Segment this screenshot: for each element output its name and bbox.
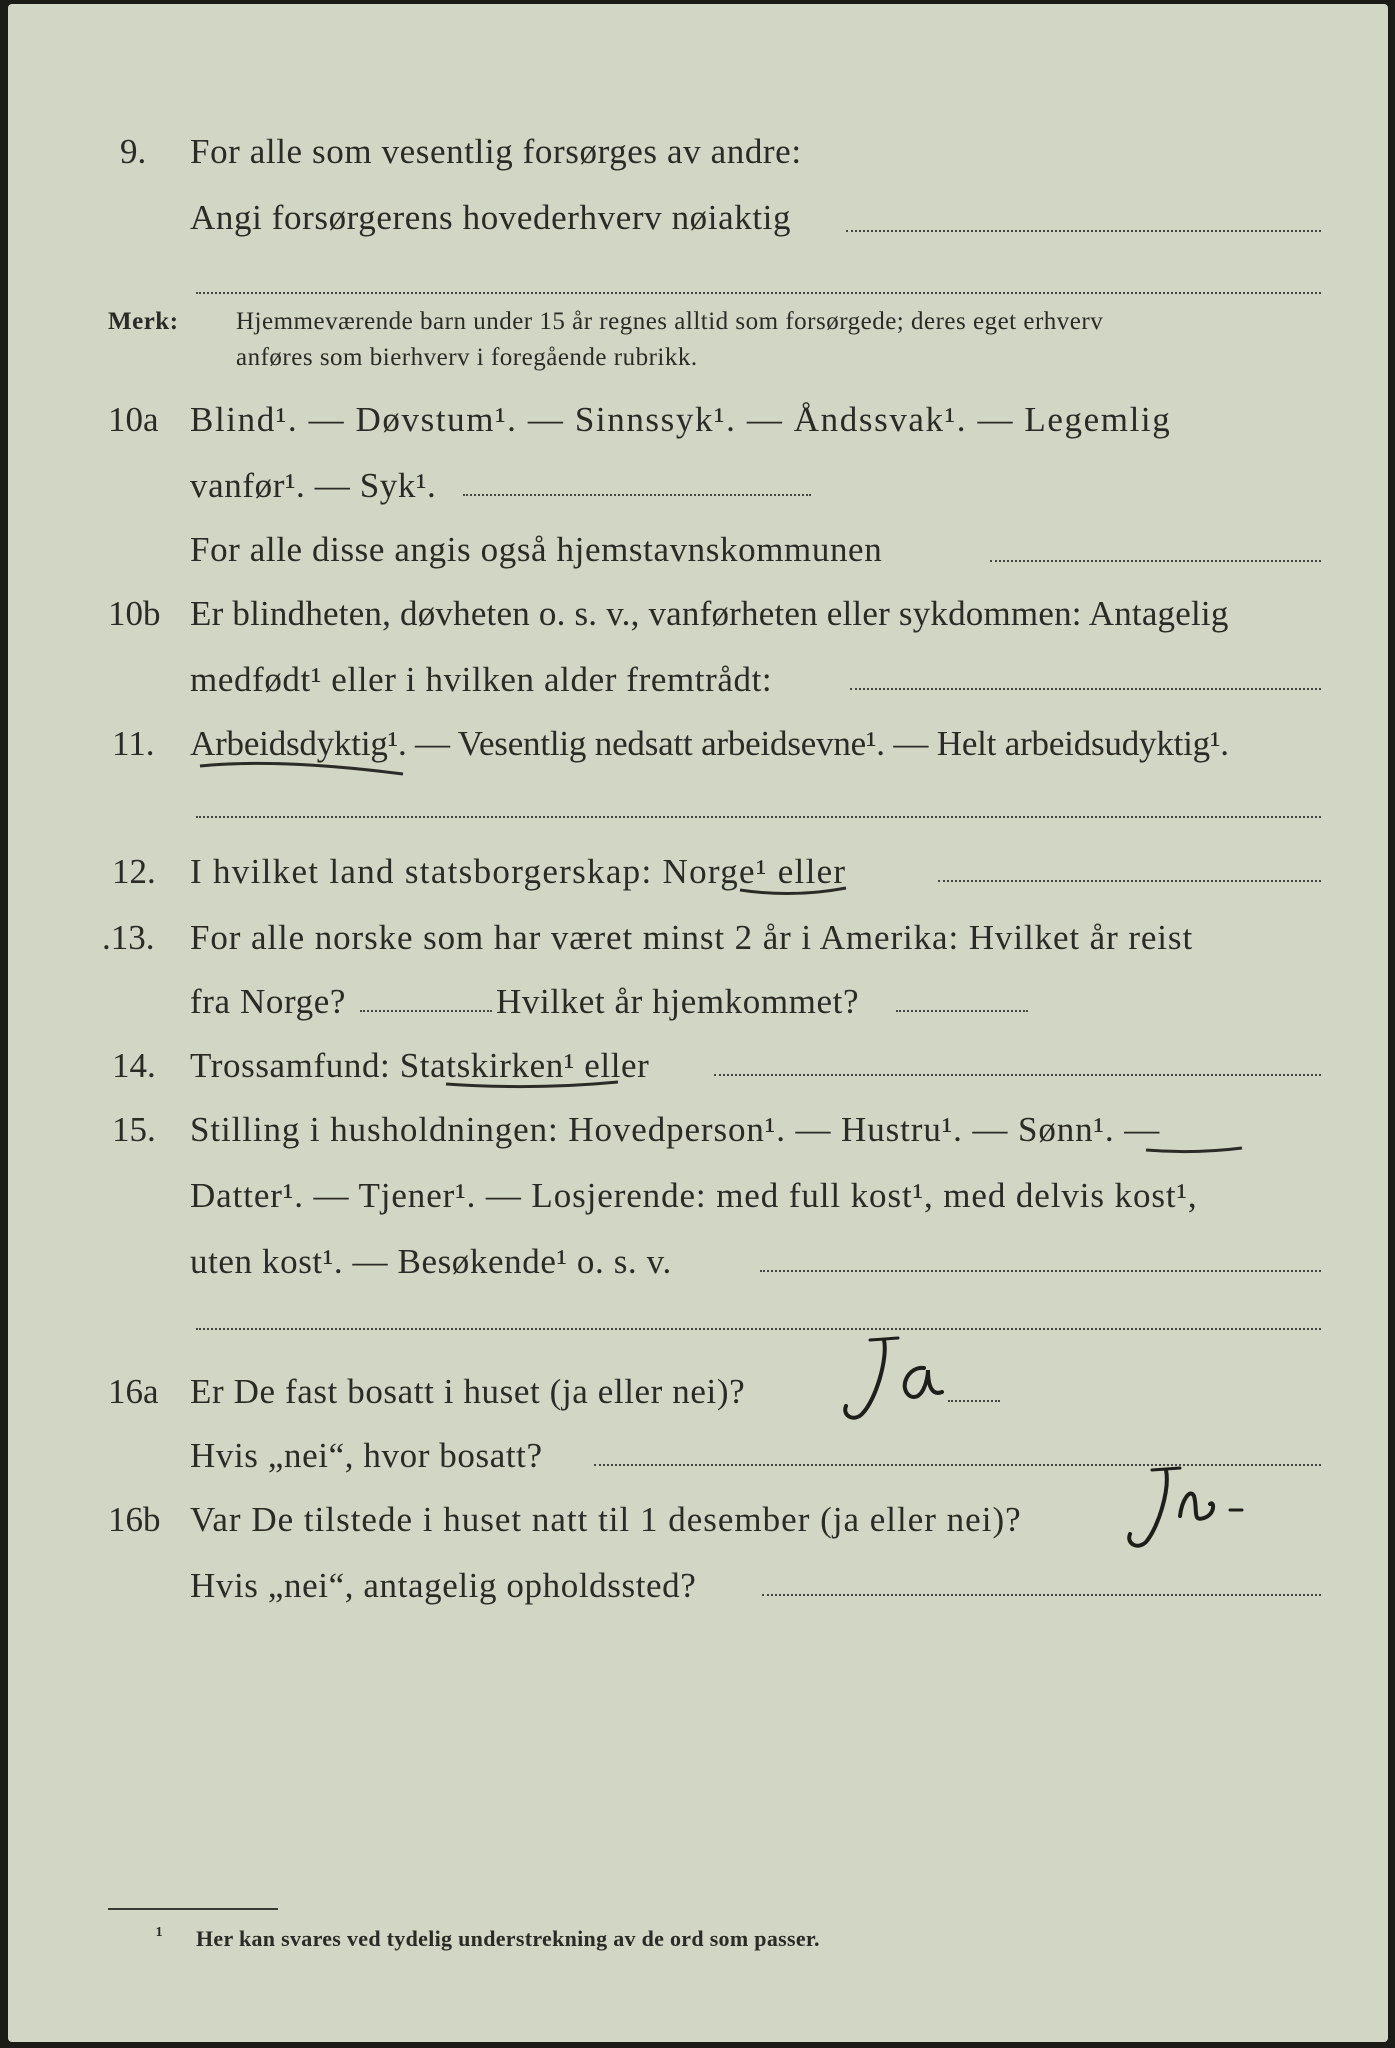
q16b-handwritten-answer <box>1118 1460 1258 1554</box>
q10b-answer-field[interactable] <box>850 688 1321 690</box>
q13-line1: For alle norske som har været minst 2 år i Amerika: Hvilket år reist <box>190 918 1194 957</box>
q16a-line1: Er De fast bosatt i huset (ja eller nei)? <box>190 1372 746 1411</box>
q16a-handwritten-answer <box>832 1330 972 1424</box>
q10b-line2: medfødt¹ eller i hvilken alder fremtrådt: <box>190 660 773 699</box>
footnote-text: Her kan svares ved tydelig understrekning av de ord som passer. <box>196 1926 820 1951</box>
q15-answer-field[interactable] <box>760 1270 1321 1272</box>
q13-hjemkommet-field[interactable] <box>896 1010 1028 1012</box>
q15-line1: Stilling i husholdningen: Hovedperson¹. — Hustru¹. — Sønn¹. — <box>190 1110 1161 1149</box>
q12-answer-field[interactable] <box>938 880 1321 882</box>
q15-line2: Datter¹. — Tjener¹. — Losjerende: med full kost¹, med delvis kost¹, <box>190 1176 1198 1215</box>
q16a-answer-field[interactable] <box>948 1400 1000 1402</box>
q9-line2: Angi forsørgerens hovederhverv nøiaktig <box>190 198 792 237</box>
q10a-line2: vanfør¹. — Syk¹. <box>190 466 437 505</box>
census-form-page <box>8 4 1388 2042</box>
merk-label: Merk: <box>108 308 179 335</box>
norge-underline <box>738 882 848 908</box>
sonn-underline <box>1144 1142 1244 1162</box>
q14-line1: Trossamfund: Statskirken¹ eller <box>190 1046 650 1085</box>
q16b-line2: Hvis „nei“, antagelig opholdssted? <box>190 1566 697 1605</box>
footnote-divider <box>108 1908 278 1910</box>
q9-line1: For alle som vesentlig forsørges av andre: <box>190 132 802 171</box>
merk-line2: anføres som bierhverv i foregående rubrikk. <box>236 344 698 371</box>
q9-number: 9. <box>120 132 147 171</box>
arbeidsdyktig-underline <box>198 756 408 780</box>
q11-number: 11. <box>112 724 155 763</box>
q12-number: 12. <box>112 852 156 891</box>
footnote-mark: ¹ <box>156 1922 163 1947</box>
q13-reist-field[interactable] <box>360 1010 492 1012</box>
q13-line2b: Hvilket år hjemkommet? <box>496 982 860 1021</box>
q10a-line1: Blind¹. — Døvstum¹. — Sinnssyk¹. — Åndssvak¹. — Legemlig <box>190 400 1172 439</box>
q10a-number: 10a <box>108 400 159 439</box>
q11-answer-line[interactable] <box>196 816 1321 818</box>
statskirken-underline <box>444 1076 620 1098</box>
q10a-hjemstavn-field[interactable] <box>990 560 1321 562</box>
q16a-line2: Hvis „nei“, hvor bosatt? <box>190 1436 543 1475</box>
q9-answer-line[interactable] <box>196 292 1321 294</box>
q16a-number: 16a <box>108 1372 159 1411</box>
q15-answer-line[interactable] <box>196 1328 1321 1330</box>
q10a-line3: For alle disse angis også hjemstavnskommunen <box>190 530 883 569</box>
q14-number: 14. <box>112 1046 156 1085</box>
merk-line1: Hjemmeværende barn under 15 år regnes alltid som forsørgede; deres eget erhverv <box>236 308 1104 335</box>
q9-answer-field[interactable] <box>846 230 1321 232</box>
q12-line1: I hvilket land statsborgerskap: Norge¹ eller <box>190 852 847 891</box>
q16b-number: 16b <box>108 1500 161 1539</box>
q15-number: 15. <box>112 1110 156 1149</box>
q10a-syk-field[interactable] <box>463 494 811 496</box>
q13-line2a: fra Norge? <box>190 982 346 1021</box>
q16b-line1: Var De tilstede i huset natt til 1 desember (ja eller nei)? <box>190 1500 1022 1539</box>
q11-line1: Arbeidsdyktig¹. — Vesentlig nedsatt arbeidsevne¹. — Helt arbeidsudyktig¹. <box>190 724 1229 763</box>
q10b-number: 10b <box>108 594 161 633</box>
q13-number: .13. <box>102 918 155 957</box>
q15-line3: uten kost¹. — Besøkende¹ o. s. v. <box>190 1242 672 1281</box>
q14-answer-field[interactable] <box>714 1074 1321 1076</box>
q10b-line1: Er blindheten, døvheten o. s. v., vanførheten eller sykdommen: Antagelig <box>190 594 1229 633</box>
q16b-opholdssted-field[interactable] <box>762 1594 1321 1596</box>
